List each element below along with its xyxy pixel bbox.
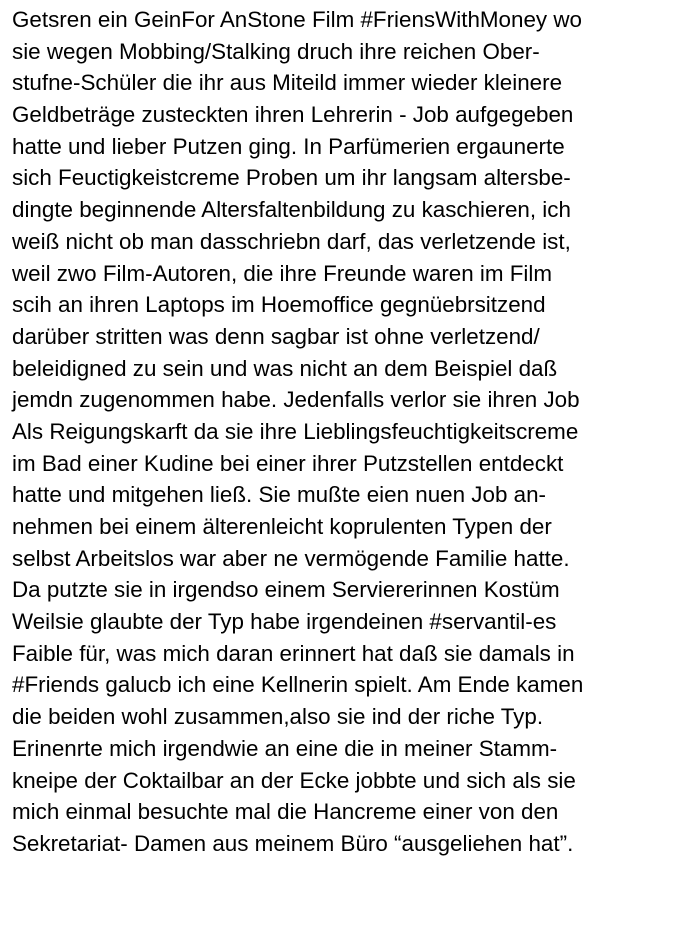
text-line: scih an ihren Laptops im Hoemoffice gegnüebrsitzend [12, 292, 546, 318]
text-line: Faible für, was mich daran erinnert hat daß sie damals in [12, 640, 575, 666]
body-text [12, 4, 680, 860]
text-line: im Bad einer Kudine bei einer ihrer Putzstellen entdeckt [12, 450, 564, 476]
text-line: nehmen bei einem älterenleicht koprulenten Typen der [12, 514, 552, 539]
text-line: selbst Arbeitslos war aber ne vermögende Familie hatte. [12, 545, 570, 571]
text-line: Als Reigungskarft da sie ihre Lieblingsfeuchtigkeitscreme [12, 418, 579, 444]
text-line: sie wegen Mobbing/Stalking druch ihre reichen Ober- [12, 38, 540, 64]
text-line: weil zwo Film-Autoren, die ihre Freunde waren im Film [12, 260, 553, 286]
text-line: Da putzte sie in irgendso einem Serviererinnen Kostüm [12, 577, 560, 603]
text-line: weiß nicht ob man dasschriebn darf, das verletzende ist, [12, 228, 571, 254]
text-line: Erinenrte mich irgendwie an eine die in meiner Stamm- [12, 735, 558, 761]
text-line: mich einmal besuchte mal die Hancreme einer von den [12, 799, 559, 825]
text-line: die beiden wohl zusammen,also sie ind der riche Typ. [12, 704, 544, 730]
text-line: Weilsie glaubte der Typ habe irgendeinen #servantil-es [12, 609, 557, 635]
text-line: jemdn zugenommen habe. Jedenfalls verlor sie ihren Job [12, 387, 580, 413]
text-line: Sekretariat- Damen aus meinem Büro “ausgeliehen hat”. [12, 830, 574, 856]
text-line: darüber stritten was denn sagbar ist ohne verletzend/ [12, 323, 540, 349]
text-line: beleidigned zu sein und was nicht an dem Beispiel daß [12, 355, 558, 381]
text-line: sich Feuctigkeistcreme Proben um ihr langsam altersbe- [12, 165, 571, 191]
text-line: Geldbeträge zusteckten ihren Lehrerin - Job aufgegeben [12, 102, 574, 128]
text-line: hatte und lieber Putzen ging. In Parfümerien ergaunerte [12, 133, 565, 159]
text-line: #Friends galucb ich eine Kellnerin spielt. Am Ende kamen [12, 672, 584, 698]
text-line: dingte beginnende Altersfaltenbildung zu kaschieren, ich [12, 197, 571, 223]
text-line: Getsren ein GeinFor AnStone Film #FriensWithMoney wo [12, 7, 582, 32]
text-line: kneipe der Coktailbar an der Ecke jobbte und sich als sie [12, 767, 576, 793]
text-line: stufne-Schüler die ihr aus Miteild immer wieder kleinere [12, 70, 563, 96]
text-line: hatte und mitgehen ließ. Sie mußte eien nuen Job an- [12, 482, 546, 508]
